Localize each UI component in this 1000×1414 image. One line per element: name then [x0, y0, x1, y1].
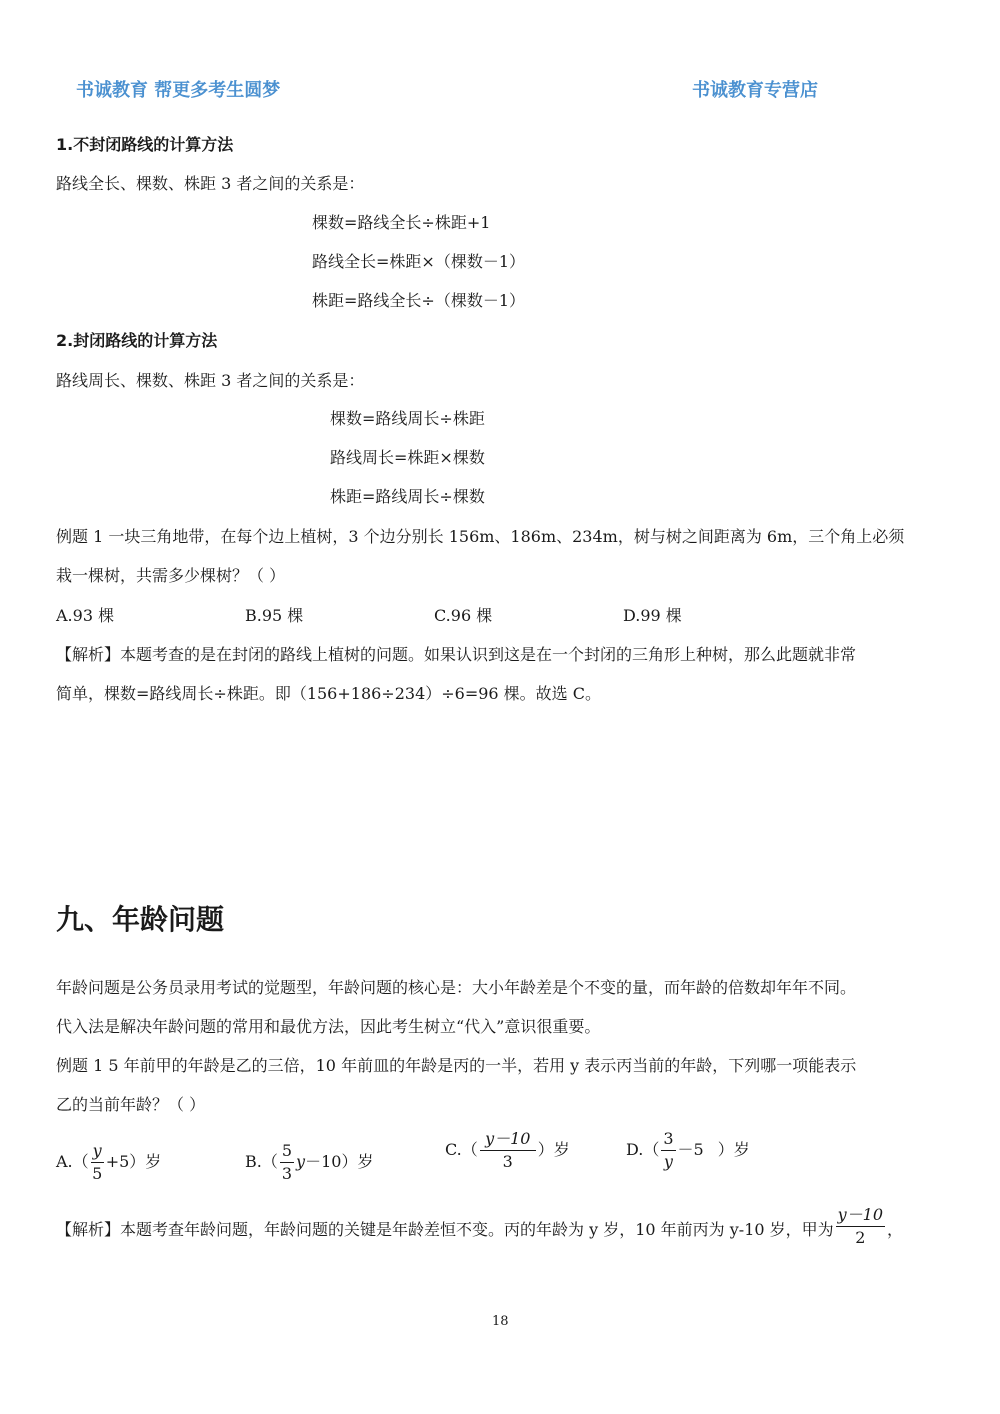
section2-title: 2.封闭路线的计算方法: [56, 331, 218, 350]
example2-analysis-text: 【解析】本题考查年龄问题，年龄问题的关键是年龄差恒不变。丙的年龄为 y 岁，10 年前丙为 y-10 岁，甲为: [56, 1220, 834, 1239]
option-d-fraction: [661, 1128, 675, 1173]
example2-analysis-fraction: [836, 1204, 885, 1249]
example1-question-line2: 栽一棵树，共需多少棵树？（ ）: [56, 566, 286, 585]
option-b-numerator: 5: [280, 1140, 294, 1163]
example1-option-d: D.99 棵: [623, 606, 682, 625]
example2-option-c: [445, 1128, 570, 1173]
option-c-numerator-text: y－10: [485, 1129, 531, 1148]
option-c-denominator: 3: [502, 1152, 513, 1171]
page-number: 18: [492, 1314, 509, 1329]
section2-formula-2: 路线周长=株距×棵数: [330, 448, 485, 467]
section2-formula-3: 株距=路线周长÷棵数: [330, 487, 485, 506]
example2-question-line2: 乙的当前年龄？（ ）: [56, 1095, 206, 1114]
option-a-suffix: +5）岁: [105, 1152, 162, 1171]
example2-question-line1: 例题 1 5 年前甲的年龄是乙的三倍，10 年前皿的年龄是丙的一半，若用 y 表示丙当前的年龄，下列哪一项能表示: [56, 1056, 857, 1075]
section1-intro: 路线全长、棵数、株距 3 者之间的关系是：: [56, 174, 365, 193]
analysis-denominator: 2: [855, 1228, 866, 1247]
example2-option-b: [245, 1140, 373, 1185]
section1-formula-3: 株距=路线全长÷（棵数－1）: [312, 291, 525, 310]
option-d-mid: －5: [677, 1140, 704, 1159]
option-c-prefix: C.（: [445, 1140, 478, 1159]
example2-option-a: [56, 1140, 161, 1185]
option-b-denominator: 3: [281, 1164, 293, 1183]
chapter-intro-line1: 年龄问题是公务员录用考试的觉题型，年龄问题的核心是：大小年龄差是个不变的量，而年龄的倍数却年年不同。: [56, 978, 857, 997]
option-a-fraction: [91, 1140, 104, 1185]
example1-option-c: C.96 棵: [434, 606, 493, 625]
example1-analysis-line1: 【解析】本题考查的是在封闭的路线上植树的问题。如果认识到这是在一个封闭的三角形上种树，那么此题就非常: [56, 645, 857, 664]
example1-analysis-line2: 简单，棵数=路线周长÷株距。即（156+186÷234）÷6=96 棵。故选 C。: [56, 684, 602, 703]
section2-intro: 路线周长、棵数、株距 3 者之间的关系是：: [56, 371, 365, 390]
option-b-suffix: －10）岁: [305, 1152, 374, 1171]
option-d-suffix: ）岁: [717, 1140, 750, 1159]
option-a-prefix: A.（: [56, 1152, 89, 1171]
section1-title: 1.不封闭路线的计算方法: [56, 135, 234, 154]
example1-question-line1: 例题 1 一块三角地带，在每个边上植树，3 个边分别长 156m、186m、234m，树与树之间距离为 6m，三个角上必须: [56, 527, 905, 546]
chapter-intro-line2: 代入法是解决年龄问题的常用和最优方法，因此考生树立“代入”意识很重要。: [56, 1017, 601, 1036]
example1-option-a: A.93 棵: [56, 606, 115, 625]
section2-formula-1: 棵数=路线周长÷株距: [330, 409, 485, 428]
option-b-variable: y: [296, 1152, 306, 1171]
example2-analysis: [56, 1205, 904, 1253]
option-c-fraction: [480, 1128, 536, 1173]
example2-analysis-tail: ，: [887, 1220, 904, 1239]
option-b-prefix: B.（: [245, 1152, 278, 1171]
section1-formula-1: 棵数=路线全长÷株距+1: [312, 213, 491, 232]
header-left: 书诚教育 帮更多考生圆梦: [76, 80, 281, 101]
option-d-numerator: 3: [661, 1128, 675, 1151]
chapter-title: 九、年龄问题: [56, 903, 225, 936]
option-b-fraction: [280, 1140, 294, 1185]
header-right: 书诚教育专营店: [692, 80, 818, 101]
option-c-numerator: [480, 1128, 536, 1151]
section1-formula-2: 路线全长=株距×（棵数－1）: [312, 252, 525, 271]
example1-option-b: B.95 棵: [245, 606, 304, 625]
option-d-prefix: D.（: [626, 1140, 660, 1159]
example2-option-d: [626, 1128, 750, 1173]
analysis-numerator: y－10: [836, 1204, 885, 1227]
option-d-denominator: y: [663, 1152, 673, 1171]
option-a-denominator: 5: [92, 1164, 103, 1183]
option-c-suffix: ）岁: [537, 1140, 570, 1159]
option-a-numerator: y: [91, 1140, 104, 1163]
